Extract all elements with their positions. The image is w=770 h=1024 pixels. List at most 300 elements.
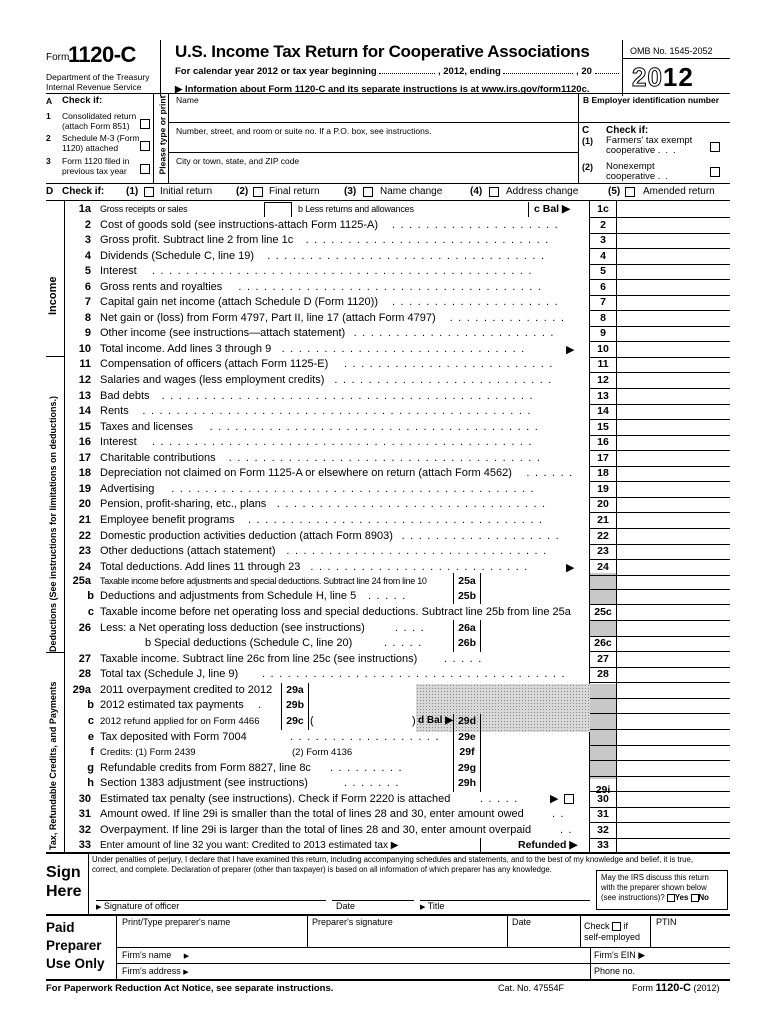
line-6-number: 6 xyxy=(84,280,91,293)
line-29h-leader: ....... xyxy=(344,777,404,789)
line-19 xyxy=(0,482,770,498)
line-29c xyxy=(0,714,770,730)
line-21-label: Employee benefit programs xyxy=(100,513,235,526)
line-14-ref: 14 xyxy=(597,405,609,418)
row-rule xyxy=(590,776,730,777)
line-22-ref: 22 xyxy=(597,529,609,542)
address-change-checkbox[interactable] xyxy=(489,187,499,197)
line-32 xyxy=(0,823,770,839)
line-3 xyxy=(0,233,770,249)
check-c-letter: C xyxy=(582,125,590,136)
line-1a-cents-box[interactable] xyxy=(264,202,292,217)
line-30-label: Estimated tax penalty (see instructions). Check if Form 2220 is attached xyxy=(100,793,451,805)
line-17-number: 17 xyxy=(78,451,91,464)
form-1120-previous-checkbox[interactable] xyxy=(140,164,150,174)
row-rule xyxy=(590,326,730,327)
tax-year-end-year-field[interactable] xyxy=(595,73,619,74)
name-change-checkbox[interactable] xyxy=(363,187,373,197)
row-rule xyxy=(590,264,730,265)
line-15 xyxy=(0,420,770,436)
nonexempt-checkbox[interactable] xyxy=(710,167,720,177)
paid-preparer-label xyxy=(46,919,105,973)
line-28-ref: 28 xyxy=(597,668,609,680)
firm-name-row xyxy=(122,950,189,960)
check-c-2-line2 xyxy=(606,172,673,182)
line-22-amount-field[interactable] xyxy=(618,529,728,544)
catalog-number: Cat. No. 47554F xyxy=(498,983,565,993)
line-1a-number: 1a xyxy=(78,203,91,215)
line-8-amount-field[interactable] xyxy=(618,311,728,326)
line-5-amount-field[interactable] xyxy=(618,264,728,279)
line-4-leader: ................................. xyxy=(267,249,550,262)
form-title: U.S. Income Tax Return for Cooperative Associations xyxy=(175,42,590,61)
sign-bottom-rule xyxy=(46,914,730,916)
ptin-label: PTIN xyxy=(656,917,677,927)
tax-year-end-field[interactable] xyxy=(503,73,573,74)
row-rule xyxy=(590,698,730,699)
lines-29abc-mid-right-rule xyxy=(308,683,309,730)
line-12-leader: .......................... xyxy=(334,374,557,386)
line-17-amount-field[interactable] xyxy=(618,451,728,466)
line-29e-label: Tax deposited with Form 7004 xyxy=(100,731,247,743)
line-1 xyxy=(0,202,770,218)
line-25a-number: 25a xyxy=(72,575,91,587)
line-16-amount-field[interactable] xyxy=(618,435,728,450)
row-rule xyxy=(590,419,730,420)
irs-discuss-line-3 xyxy=(601,893,723,903)
line-25a xyxy=(0,574,770,590)
line-2-amount-field[interactable] xyxy=(618,218,728,233)
line-32-ref: 32 xyxy=(597,824,609,836)
preparer-bottom-rule xyxy=(46,979,730,981)
amended-return-checkbox[interactable] xyxy=(625,187,635,197)
line-30 xyxy=(0,792,770,808)
line-20-amount-field[interactable] xyxy=(618,497,728,512)
tax-year-20-label: , 20 xyxy=(576,66,592,77)
check-a-title: Check if: xyxy=(62,95,103,106)
line-30-leader: ..... xyxy=(480,793,523,805)
line-8-label: Net gain or (loss) from Form 4797, Part II, line 17 (attach Form 4797) xyxy=(100,311,436,324)
line-19-ref: 19 xyxy=(597,482,609,495)
discuss-no-checkbox[interactable] xyxy=(691,894,699,902)
line-29c-paren-open: ( xyxy=(310,715,314,727)
line-31-number: 31 xyxy=(78,808,91,820)
sign-title-label xyxy=(420,901,444,911)
line-18-number: 18 xyxy=(78,467,91,480)
line-11-number: 11 xyxy=(79,358,91,371)
line-5-leader: ............................................. xyxy=(152,265,538,278)
line-29g-number: g xyxy=(87,762,94,774)
name-block-left xyxy=(168,93,169,183)
row-rule xyxy=(590,481,730,482)
check-d-row xyxy=(46,186,730,200)
line-27-ref: 27 xyxy=(597,653,609,665)
check-a-letter: A xyxy=(46,96,53,106)
line-20-ref: 20 xyxy=(597,498,609,511)
name-field[interactable] xyxy=(172,105,574,121)
tax-year-line xyxy=(175,66,619,77)
line-29d-ref: 29d xyxy=(457,715,477,727)
if-label: if xyxy=(623,921,629,931)
check-d-2-num: (2) xyxy=(236,186,249,197)
check-label: Check xyxy=(584,921,610,931)
line-12-ref: 12 xyxy=(597,374,609,386)
line-20 xyxy=(0,497,770,513)
sign-title-text: Title xyxy=(427,901,445,911)
line-2-ref: 2 xyxy=(600,218,606,231)
line-5 xyxy=(0,264,770,280)
line-8-number: 8 xyxy=(84,311,91,324)
line-6-ref: 6 xyxy=(600,280,606,293)
line-12-amount-field[interactable] xyxy=(618,373,728,388)
line-12 xyxy=(0,373,770,389)
department-line-1: Department of the Treasury xyxy=(46,72,150,82)
line-33-ref: 33 xyxy=(597,839,609,851)
row-rule xyxy=(590,713,730,714)
row-rule xyxy=(590,450,730,451)
footer-form-year: (2012) xyxy=(693,983,720,993)
row-rule xyxy=(590,544,730,545)
d-row-bottom-rule xyxy=(46,200,730,201)
line-29g-leader: ......... xyxy=(330,762,408,774)
line-24-number: 24 xyxy=(78,560,91,573)
line-29b xyxy=(0,698,770,714)
line-16 xyxy=(0,435,770,451)
line-2-leader: .................... xyxy=(392,218,564,231)
line-18-amount-field[interactable] xyxy=(618,466,728,481)
line-25b-ref: 25b xyxy=(457,590,477,602)
farmers-tax-exempt-checkbox[interactable] xyxy=(710,142,720,152)
check-c-1-line2 xyxy=(606,146,692,156)
row-rule xyxy=(590,620,730,621)
row-rule xyxy=(590,729,730,730)
line-18-leader: ...... xyxy=(526,467,578,480)
line-30-arrow: ▶ xyxy=(550,793,559,805)
preparer-sig-left-rule xyxy=(307,914,308,948)
row-rule xyxy=(590,822,730,823)
row-rule xyxy=(590,466,730,467)
form-label: Form xyxy=(46,52,70,63)
check-c-1-num: (1) xyxy=(582,136,593,146)
line-13-number: 13 xyxy=(78,389,91,402)
row-rule xyxy=(590,760,730,761)
line-4-ref: 4 xyxy=(600,249,606,262)
line-13-ref: 13 xyxy=(597,389,609,402)
line-4-amount-field[interactable] xyxy=(618,249,728,264)
line-19-leader: ........................................... xyxy=(171,482,540,495)
form-number: 1120-C xyxy=(68,42,136,67)
line-24-arrow: ▶ xyxy=(566,561,575,574)
check-a-item-1 xyxy=(62,111,136,131)
form-2220-checkbox[interactable] xyxy=(564,794,574,804)
line-11-leader: ......................... xyxy=(344,358,558,371)
line-29b-label: 2012 estimated tax payments xyxy=(100,699,244,711)
self-employed-check-line xyxy=(584,921,640,932)
line-14-label: Rents xyxy=(100,405,129,418)
line-6-label: Gross rents and royalties xyxy=(100,280,223,293)
firm-address-label: Firm's address xyxy=(122,966,181,976)
self-employed-checkbox[interactable] xyxy=(612,922,621,931)
line-9-number: 9 xyxy=(84,327,91,340)
line-4-label: Dividends (Schedule C, line 19) xyxy=(100,249,255,262)
line-17-ref: 17 xyxy=(597,451,609,464)
firm-name-field[interactable] xyxy=(200,948,584,962)
discuss-yes-label: Yes xyxy=(674,893,689,902)
row-rule xyxy=(590,279,730,280)
discuss-yes-checkbox[interactable] xyxy=(667,894,675,902)
line-29e xyxy=(0,730,770,746)
line-8 xyxy=(0,311,770,327)
title-arrow: ▶ xyxy=(420,904,426,911)
line-23-leader: ............................... xyxy=(286,545,552,558)
row-rule xyxy=(590,217,730,218)
sign-date-label: Date xyxy=(336,901,356,911)
line-29e-ref: 29e xyxy=(458,731,476,743)
line-29i-ref: 29i xyxy=(595,784,611,796)
b-block-divider xyxy=(578,93,579,183)
line-5-label: Interest xyxy=(100,265,137,278)
tax-year-beginning-label: For calendar year 2012 or tax year beginning xyxy=(175,66,377,77)
firm-name-label: Firm's name xyxy=(122,950,172,960)
line-15-label: Taxes and licenses xyxy=(100,420,193,433)
row-rule xyxy=(590,295,730,296)
line-32-leader: .. xyxy=(560,824,578,836)
line-15-leader: ....................................... xyxy=(209,420,544,433)
line-5-ref: 5 xyxy=(600,265,606,278)
line-29b-leader: . xyxy=(258,699,267,711)
check-d-3-num: (3) xyxy=(344,186,357,197)
line-25c xyxy=(0,605,770,621)
line-6 xyxy=(0,280,770,296)
tax-year-suffix: 12 xyxy=(662,62,694,92)
check-d-title: Check if: xyxy=(62,186,105,197)
check-d-1-num: (1) xyxy=(126,186,139,197)
perjury-line-2: correct, and complete. Declaration of preparer (other than taxpayer) is based on all information of which preparer has any knowledge. xyxy=(92,865,552,874)
line-3-amount-field[interactable] xyxy=(618,233,728,248)
check-d-letter: D xyxy=(46,186,54,197)
preparer-signature-field[interactable] xyxy=(310,929,504,945)
line-24-amount-field[interactable] xyxy=(618,560,728,575)
row-rule xyxy=(590,404,730,405)
line-32-number: 32 xyxy=(78,824,91,836)
line-15-amount-field[interactable] xyxy=(618,420,728,435)
line-10-number: 10 xyxy=(78,342,91,355)
row-rule xyxy=(590,807,730,808)
preparer-name-field[interactable] xyxy=(120,929,304,945)
line-16-ref: 16 xyxy=(597,436,609,449)
lines-29d-29h-mid-left-rule xyxy=(453,714,454,792)
line-16-label: Interest xyxy=(100,436,137,449)
line-21-number: 21 xyxy=(78,513,91,526)
line-29h-label: Section 1383 adjustment (see instructions) xyxy=(100,777,308,789)
line-29a-label: 2011 overpayment credited to 2012 xyxy=(100,684,273,696)
line-3-number: 3 xyxy=(84,234,91,247)
line-33-refunded-label: Refunded ▶ xyxy=(518,839,578,851)
line-23-amount-field[interactable] xyxy=(618,544,728,559)
row-rule xyxy=(590,667,730,668)
line-29h-ref: 29h xyxy=(457,777,477,789)
employer-id-bottom-rule xyxy=(578,122,730,123)
schedule-m3-checkbox[interactable] xyxy=(140,141,150,151)
line-29h xyxy=(0,776,770,796)
row-rule xyxy=(590,372,730,373)
line-29c-number: c xyxy=(87,715,94,727)
signature-of-officer-label xyxy=(96,901,179,911)
please-type-or-print xyxy=(153,95,168,180)
line-25c-ref: 25c xyxy=(594,606,612,618)
line-31-ref: 31 xyxy=(597,808,609,820)
line-27-leader: ..... xyxy=(444,653,487,665)
line-18 xyxy=(0,466,770,482)
line-3-label: Gross profit. Subtract line 2 from line 1c xyxy=(100,234,294,247)
consolidated-return-checkbox[interactable] xyxy=(140,119,150,129)
line-29f-number: f xyxy=(90,746,94,758)
final-return-label: Final return xyxy=(269,186,320,197)
line-33-number: 33 xyxy=(78,839,91,851)
preparer-name-label: Print/Type preparer's name xyxy=(122,917,231,927)
line-32-label: Overpayment. If line 29i is larger than the total of lines 28 and 30, enter amount overpaid xyxy=(100,824,532,836)
line-3-leader: ............................. xyxy=(305,234,554,247)
line-9-amount-field[interactable] xyxy=(618,326,728,341)
line-19-amount-field[interactable] xyxy=(618,482,728,497)
line-10 xyxy=(0,342,770,358)
line-13-amount-field[interactable] xyxy=(618,389,728,404)
irs-discuss-line-1: May the IRS discuss this return xyxy=(601,873,709,882)
line-31-leader: .. xyxy=(552,808,570,820)
check-c-1-leader: ... xyxy=(657,145,681,156)
line-3-ref: 3 xyxy=(600,234,606,247)
line-7-amount-field[interactable] xyxy=(618,295,728,310)
line-26-number: 26 xyxy=(78,622,91,634)
line-9-label: Other income (see instructions—attach statement) xyxy=(100,327,346,340)
row-rule xyxy=(590,745,730,746)
check-a-item-3-num: 3 xyxy=(46,156,51,166)
phone-label: Phone no. xyxy=(594,966,636,976)
line-21-ref: 21 xyxy=(597,513,609,526)
check-a-item-2-line2: 1120) attached xyxy=(62,143,119,153)
line-24-leader: .......................... xyxy=(310,560,533,573)
line-16-leader: ............................................. xyxy=(152,436,538,449)
line-11-amount-field[interactable] xyxy=(618,357,728,372)
line-4 xyxy=(0,249,770,265)
city-field[interactable] xyxy=(172,166,574,182)
preparer-date-label: Date xyxy=(512,917,532,927)
check-c-1-line1: Farmers' tax exempt xyxy=(606,135,693,146)
line-24-ref: 24 xyxy=(597,560,609,573)
address-field[interactable] xyxy=(172,136,574,152)
line-7-leader: .................... xyxy=(392,296,564,309)
initial-return-checkbox[interactable] xyxy=(144,187,154,197)
lines-26-mid-right-rule xyxy=(480,620,481,652)
line-6-leader: .................................... xyxy=(238,280,547,293)
line-10-leader: ............................. xyxy=(281,342,530,355)
line-25b-number: b xyxy=(87,590,94,602)
line-9-ref: 9 xyxy=(600,327,606,340)
row-rule xyxy=(590,497,730,498)
employer-id-field[interactable] xyxy=(580,105,728,121)
officer-signature-field[interactable] xyxy=(92,880,592,900)
address-change-label: Address change xyxy=(506,186,579,197)
line-26 xyxy=(0,621,770,637)
omb-divider xyxy=(622,58,730,59)
c-block-bottom-rule xyxy=(46,183,730,184)
line-26b-ref: 26b xyxy=(457,637,477,649)
line-4-number: 4 xyxy=(84,249,91,262)
final-return-checkbox[interactable] xyxy=(253,187,263,197)
line-29a xyxy=(0,683,770,699)
check-d-4-num: (4) xyxy=(470,186,483,197)
check-a-item-3-line1: Form 1120 filed in xyxy=(62,156,130,166)
line-29e-leader: .................. xyxy=(290,731,445,743)
row-rule xyxy=(590,357,730,358)
row-rule xyxy=(590,435,730,436)
line-19-label: Advertising xyxy=(100,482,155,495)
firm-address-field[interactable] xyxy=(200,964,584,978)
line-29f-ref: 29f xyxy=(459,746,475,758)
line-28-leader: .................................... xyxy=(262,668,571,680)
line-21-leader: ................................... xyxy=(248,513,548,526)
name-change-label: Name change xyxy=(380,186,443,197)
row-rule xyxy=(590,512,730,513)
line-23-ref: 23 xyxy=(597,545,609,558)
signature-arrow: ▶ xyxy=(96,904,102,911)
line-2-label: Cost of goods sold (see instructions-attach Form 1125-A) xyxy=(100,218,378,231)
line-10-amount-field[interactable] xyxy=(618,342,728,357)
tax-year-begin-field[interactable] xyxy=(379,73,435,74)
preparer-date-left-rule xyxy=(507,914,508,948)
row-rule xyxy=(590,589,730,590)
ptin-left-rule xyxy=(650,914,651,948)
line-25b-label: Deductions and adjustments from Schedule H, line 5 xyxy=(100,590,357,602)
sign-label: Sign xyxy=(46,864,81,881)
row-rule xyxy=(590,791,730,792)
line-10-arrow: ▶ xyxy=(566,343,575,356)
check-c-2-leader: .. xyxy=(657,171,674,182)
line-6-amount-field[interactable] xyxy=(618,280,728,295)
use-only-label: Use Only xyxy=(46,956,105,971)
line-25a-label: Taxable income before adjustments and special deductions. Subtract line 24 from line 10 xyxy=(100,576,427,586)
department-line-2: Internal Revenue Service xyxy=(46,82,142,92)
line-14-leader: .............................................. xyxy=(142,405,536,418)
line-24 xyxy=(0,560,770,576)
line-21-amount-field[interactable] xyxy=(618,513,728,528)
line-14 xyxy=(0,404,770,420)
row-rule xyxy=(590,682,730,683)
lines-25-mid-left-rule xyxy=(453,573,454,604)
tax-year-prefix: 20 xyxy=(632,62,663,92)
here-label: Here xyxy=(46,883,82,900)
check-c-1-text xyxy=(606,136,692,156)
line-15-number: 15 xyxy=(78,420,91,433)
line-31-label: Amount owed. If line 29i is smaller than the total of lines 28 and 30, enter amount owed xyxy=(100,808,524,820)
line-1c-label: c Bal ▶ xyxy=(534,203,571,215)
firm-name-arrow: ▶ xyxy=(183,953,190,960)
line-27 xyxy=(0,652,770,668)
name-bottom-rule xyxy=(168,122,578,123)
line-10-label: Total income. Add lines 3 through 9 xyxy=(100,342,272,355)
line-14-number: 14 xyxy=(78,405,91,418)
line-22-number: 22 xyxy=(78,529,91,542)
line-7-ref: 7 xyxy=(600,296,606,309)
preparer-check-left-rule xyxy=(580,914,581,948)
line-23-number: 23 xyxy=(78,545,91,558)
line-28-number: 28 xyxy=(78,668,91,680)
line-29f xyxy=(0,745,770,761)
check-a-item-2-num: 2 xyxy=(46,133,51,143)
line-14-amount-field[interactable] xyxy=(618,404,728,419)
line-26a-leader: .... xyxy=(395,622,430,634)
firm-address-row xyxy=(122,966,189,976)
